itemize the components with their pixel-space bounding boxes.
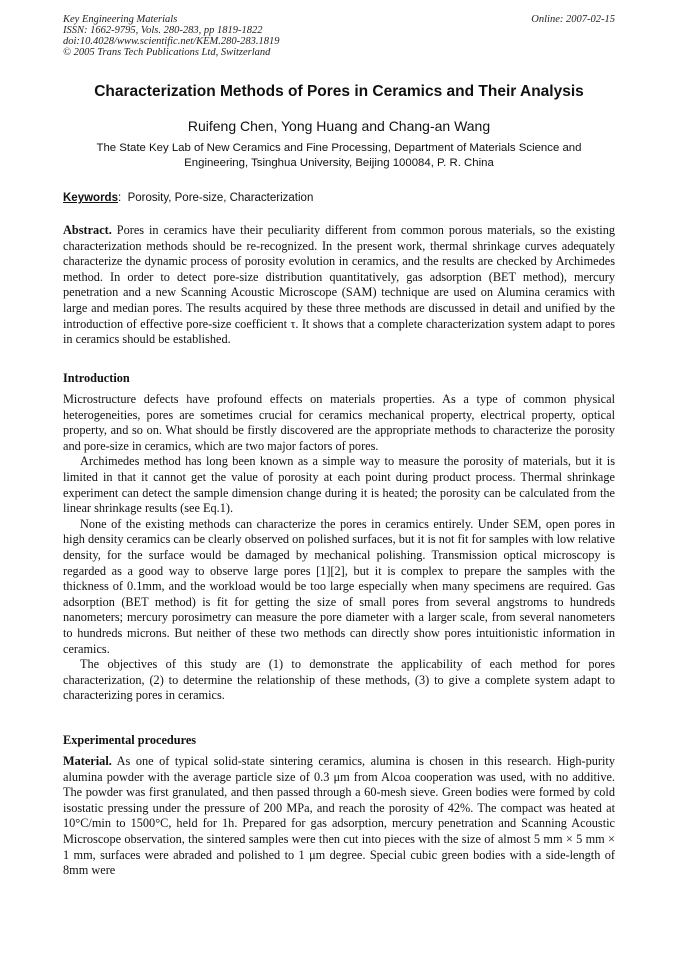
paper-title: Characterization Methods of Pores in Ceramics and Their Analysis — [94, 83, 584, 100]
affiliation: The State Key Lab of New Ceramics and Fine Processing, Department of Materials Science and Engineering, Tsinghua University, Beijing 100084, P. R. China — [96, 142, 582, 169]
keywords-label: Keywords — [63, 192, 118, 204]
material-label: Material. — [63, 754, 112, 768]
experimental-body — [63, 754, 615, 879]
abstract-text: Pores in ceramics have their peculiarity different from common porous materials, so the existing characterization methods should be re-recognized. In the present work, thermal shrinkage curves adequately characterize the dynamic process of porosity evolution in ceramics, and the results are checked by Archimedes method. In order to detect pore-size distribution quantitatively, gas adsorption (BET method), mercury penetration and a new Scanning Acoustic Microscope (SAM) technique are used on Alumina ceramics with large and median pores. The results acquired by these three methods are discussed in detail and unified by the introduction of effective pore-size coefficient τ. It shows that a complete characterization system adapt to pores in ceramics should be established. — [63, 223, 615, 347]
authors: Ruifeng Chen, Yong Huang and Chang-an Wang — [187, 118, 491, 134]
online-date: Online: 2007-02-15 — [531, 14, 615, 25]
intro-paragraph-4: The objectives of this study are (1) to demonstrate the applicability of each method for pores characterization, (2) to determine the relationship of these methods, (3) to give a complete system adapt to characterizing pores in ceramics. — [63, 657, 615, 703]
doi-line[interactable]: doi:10.4028/www.scientific.net/KEM.280-283.1819 — [63, 36, 280, 47]
intro-paragraph-2: Archimedes method has long been known as a simple way to measure the porosity of materials, but it is limited in that it cannot get the value of porosity at each point during product process. Thermal shrinkage experiment can detect the sample dimension change during it is heated; the porosity can be calculated from the linear shrinkage results (see Eq.1). — [63, 454, 615, 516]
abstract — [63, 223, 615, 348]
experimental-heading: Experimental procedures — [63, 733, 197, 747]
journal-header — [63, 14, 615, 58]
intro-paragraph-1: Microstructure defects have profound effects on materials properties. As a type of common physical heterogeneities, pores are sometimes crucial for ceramics mechanical property, electrical property, optical property, and so on. What should be firstly discovered are the appropriate methods to characterize the porosity and pore-size in ceramics, which are two major factors of pores. — [63, 392, 615, 453]
copyright-line: © 2005 Trans Tech Publications Ltd, Switzerland — [63, 47, 271, 58]
introduction-body — [63, 392, 615, 704]
keywords: Keywords: Porosity, Pore-size, Characterization — [63, 192, 314, 204]
intro-paragraph-3: None of the existing methods can characterize the pores in ceramics entirely. Under SEM, open pores in high density ceramics can be clearly observed on polished surfaces, but it is not fit for samples with low relative density, for the surface would be damaged by mechanical polishing. Transmission optical microscopy is regarded as a good way to observe large pores [1][2], but it is complex to prepare the samples with the thickness of 0.1mm, and the workload would be too large especially when many specimens are required. Gas adsorption (BET method) is fit for getting the size of small pores from several angstroms to hundreds nanometers; mercury porosimetry can measure the pore diameter with a larger scale, from several nanometers to hundreds microns. But neither of these two methods can directly show pores intuitionistic information in ceramics. — [63, 516, 615, 656]
introduction-heading: Introduction — [63, 371, 130, 385]
material-text: As one of typical solid-state sintering ceramics, alumina is chosen in this research. High-purity alumina powder with the average particle size of 0.3 μm from Alcoa cooperation was used, with no additive. The powder was first granulated, and then passed through a 60-mesh sieve. Green bodies were formed by cold isostatic pressing under the pressure of 200 MPa, and reach the porosity of 42%. The compact was heated at 10°C/min to 1500°C, held for 1h. Prepared for gas adsorption, mercury penetration and Scanning Acoustic Microscope observation, the sintered samples were then cut into pieces with the size of almost 5 mm × 5 mm × 1 mm, surfaces were abraded and polished to 1 μm degree. Special cubic green bodies with a side-length of 8mm were — [63, 754, 615, 878]
issn-line: ISSN: 1662-9795, Vols. 280-283, pp 1819-1822 — [63, 25, 263, 36]
abstract-label: Abstract. — [63, 223, 112, 237]
keywords-value: Porosity, Pore-size, Characterization — [127, 192, 314, 204]
journal-name: Key Engineering Materials — [63, 14, 178, 25]
